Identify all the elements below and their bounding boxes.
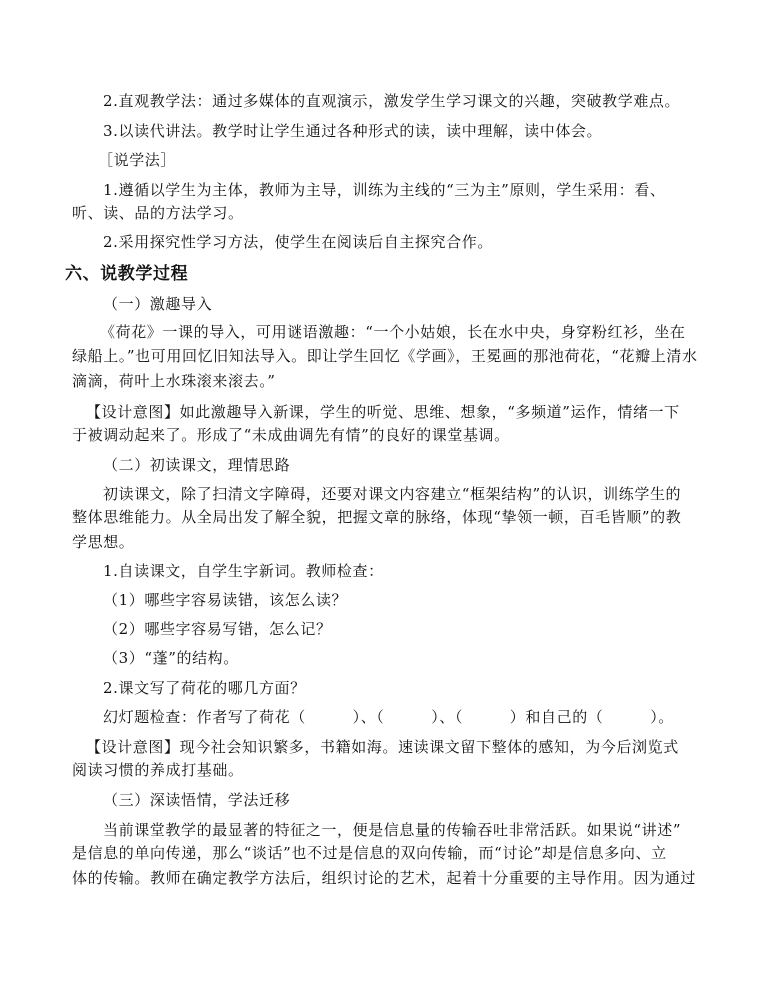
text-line: 整体思维能力。从全局出发了解全貌，把握文章的脉络，体现“挚领一顿，百毛皆顺”的教 [72, 508, 682, 526]
text-line: 2.采用探究性学习方法，使学生在阅读后自主探究合作。 [103, 233, 493, 251]
text-line: 学思想。 [72, 533, 135, 551]
text-line: ［说学法］ [98, 151, 177, 169]
text-line: 幻灯题检查：作者写了荷花（ ）、（ ）、（ ）和自己的（ ）。 [103, 708, 674, 726]
subheading: （三）深读悟情，学法迁移 [103, 791, 291, 809]
text-line: 滴滴，荷叶上水珠滚来滚去。” [72, 372, 276, 390]
text-line: 是信息的单向传递，那么“谈话”也不过是信息的双向传输，而“讨论”却是信息多向、立 [72, 844, 667, 862]
text-line: 3.以读代讲法。教学时让学生通过各种形式的读，读中理解，读中体会。 [103, 122, 603, 140]
text-line: （2）哪些字容易写错，怎么记？ [103, 620, 332, 638]
text-line: （1）哪些字容易读错，该怎么读？ [103, 591, 348, 609]
text-line: 当前课堂教学的最显著的特征之一，便是信息量的传输吞吐非常活跃。如果说“讲述” [103, 821, 682, 839]
subheading: （二）初读课文，理情思路 [103, 456, 291, 474]
text-line: 体的传输。教师在确定教学方法后，组织讨论的艺术，起着十分重要的主导作用。因为通过 [72, 869, 697, 887]
subheading: （一）激趣导入 [103, 295, 213, 313]
text-line: 于被调动起来了。形成了“未成曲调先有情”的良好的课堂基调。 [72, 426, 510, 444]
text-line: 【设计意图】如此激趣导入新课，学生的听觉、思维、想象，“多频道”运作，情绪一下 [86, 403, 680, 421]
text-line: 《荷花》一课的导入，可用谜语激趣：“一个小姑娘，长在水中央，身穿粉红衫，坐在 [100, 323, 686, 341]
text-line: 2.直观教学法：通过多媒体的直观演示，激发学生学习课文的兴趣，突破教学难点。 [103, 92, 681, 110]
text-line: 阅读习惯的养成打基础。 [72, 761, 244, 779]
text-line: 2.课文写了荷花的哪几方面？ [103, 679, 306, 697]
text-line: 绿船上。”也可用回忆旧知法导入。即让学生回忆《学画》，王冕画的那池荷花，“花瓣上清水 [72, 347, 698, 365]
text-line: 初读课文，除了扫清文字障碍，还要对课文内容建立“框架结构”的认识，训练学生的 [103, 485, 682, 503]
text-line: （3）“蓬”的结构。 [103, 649, 239, 667]
text-line: 1.自读课文，自学生字新词。教师检查： [103, 562, 384, 580]
text-line: 听、读、品的方法学习。 [72, 204, 244, 222]
section-heading: 六、说教学过程 [65, 264, 189, 284]
text-line: 1.遵循以学生为主体，教师为主导，训练为主线的“三为主”原则，学生采用：看、 [103, 181, 666, 199]
text-line: 【设计意图】现今社会知识繁多，书籍如海。速读课文留下整体的感知，为今后浏览式 [86, 738, 679, 756]
